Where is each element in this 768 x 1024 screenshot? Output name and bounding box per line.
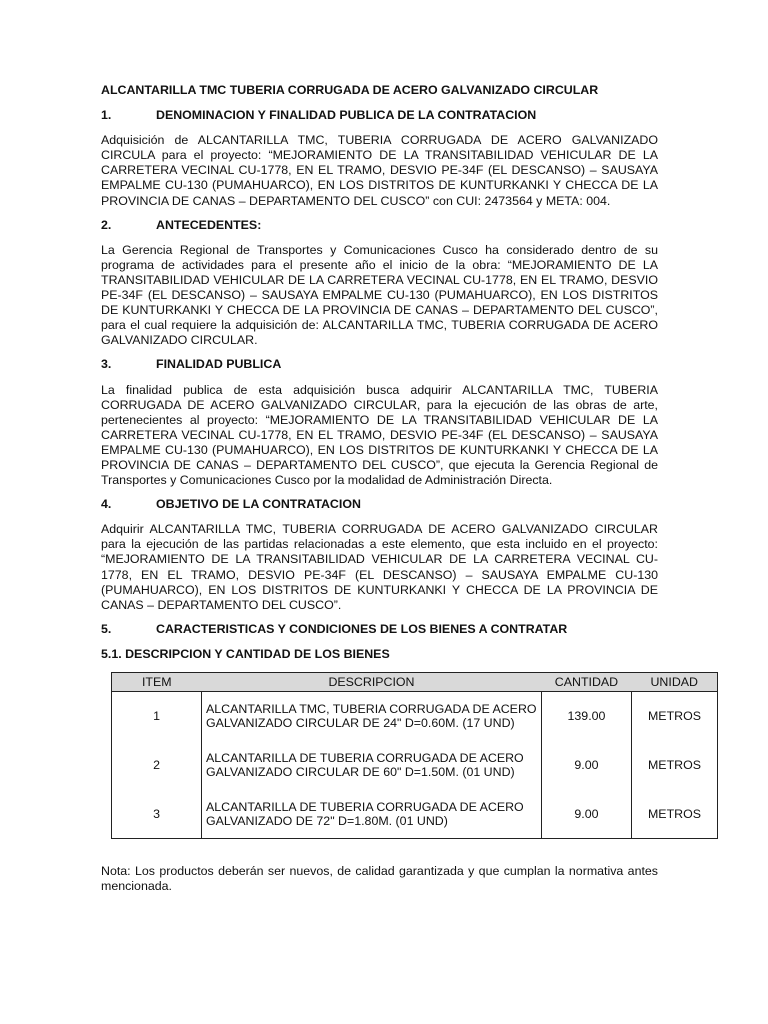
section-1-heading xyxy=(101,108,658,123)
section-1-title: DENOMINACION Y FINALIDAD PUBLICA DE LA CONTRATACION xyxy=(156,108,537,123)
section-2-paragraph: La Gerencia Regional de Transportes y Comunicaciones Cusco ha considerado dentro de su programa de actividades para el presente año el inicio de la obra: “MEJORAMIENTO DE LA TRANSITABILIDAD VEHICULAR DE LA CARRETERA VECINAL CU-1778, EN EL TRAMO, DESVIO PE-34F (EL DESCANSO) – SAUSAYA EMPALME CU-130 (PUMAHUARCO), EN LOS DISTRITOS DE KUNTURKANKI Y CHECCA DE LA PROVINCIA DE CANAS – DEPARTAMENTO DEL CUSCO”, para el cual requiere la adquisición de: ALCANTARILLA TMC, TUBERIA CORRUGADA DE ACERO GALVANIZADO CIRCULAR. xyxy=(101,242,658,348)
cell-description: ALCANTARILLA DE TUBERIA CORRUGADA DE ACERO GALVANIZADO CIRCULAR DE 60" D=1.50M. (01 UND) xyxy=(202,740,542,790)
cell-item: 3 xyxy=(112,790,202,839)
cell-quantity: 139.00 xyxy=(541,692,631,741)
section-3-number: 3. xyxy=(101,357,112,372)
cell-description: ALCANTARILLA TMC, TUBERIA CORRUGADA DE ACERO GALVANIZADO CIRCULAR DE 24" D=0.60M. (17 UND) xyxy=(202,692,542,741)
header-description: DESCRIPCION xyxy=(202,673,542,692)
section-3-heading xyxy=(101,357,658,372)
section-5-number: 5. xyxy=(101,621,112,636)
cell-unit: METROS xyxy=(631,740,717,790)
table-row xyxy=(112,790,718,839)
subsection-5-1-heading: 5.1. DESCRIPCION Y CANTIDAD DE LOS BIENES xyxy=(101,646,390,661)
section-2-number: 2. xyxy=(101,217,112,232)
section-2-title: ANTECEDENTES: xyxy=(156,217,262,232)
document-page xyxy=(101,83,701,894)
cell-description: ALCANTARILLA DE TUBERIA CORRUGADA DE ACERO GALVANIZADO DE 72" D=1.80M. (01 UND) xyxy=(202,790,542,839)
cell-item: 2 xyxy=(112,740,202,790)
section-5-title: CARACTERISTICAS Y CONDICIONES DE LOS BIENES A CONTRATAR xyxy=(156,621,568,636)
note-paragraph: Nota: Los productos deberán ser nuevos, de calidad garantizada y que cumplan la normativa antes mencionada. xyxy=(101,864,658,894)
section-3-paragraph: La finalidad publica de esta adquisición busca adquirir ALCANTARILLA TMC, TUBERIA CORRUGADA DE ACERO GALVANIZADO CIRCULAR, para la ejecución de las obras de arte, pertenecientes al proyecto: “MEJORAMIENTO DE LA TRANSITABILIDAD VEHICULAR DE LA CARRETERA VECINAL CU-1778, EN EL TRAMO, DESVIO PE-34F (EL DESCANSO) – SAUSAYA EMPALME CU-130 (PUMAHUARCO), EN LOS DISTRITOS DE KUNTURKANKI Y CHECCA DE LA PROVINCIA DE CANAS – DEPARTAMENTO DEL CUSCO”, que ejecuta la Gerencia Regional de Transportes y Comunicaciones Cusco por la modalidad de Administración Directa. xyxy=(101,382,658,488)
goods-table xyxy=(111,672,718,839)
table-row xyxy=(112,740,718,790)
cell-quantity: 9.00 xyxy=(541,790,631,839)
section-2-heading xyxy=(101,218,658,233)
header-item: ITEM xyxy=(112,673,202,692)
section-4-title: OBJETIVO DE LA CONTRATACION xyxy=(156,497,361,512)
section-4-heading xyxy=(101,497,658,512)
cell-quantity: 9.00 xyxy=(541,740,631,790)
section-1-number: 1. xyxy=(101,108,112,123)
section-5-heading xyxy=(101,622,658,637)
cell-unit: METROS xyxy=(631,692,717,741)
header-unit: UNIDAD xyxy=(631,673,717,692)
section-1-paragraph: Adquisición de ALCANTARILLA TMC, TUBERIA CORRUGADA DE ACERO GALVANIZADO CIRCULA para el proyecto: “MEJORAMIENTO DE LA TRANSITABILIDAD VEHICULAR DE LA CARRETERA VECINAL CU-1778, EN EL TRAMO, DESVIO PE-34F (EL DESCANSO) – SAUSAYA EMPALME CU-130 (PUMAHUARCO), EN LOS DISTRITOS DE KUNTURKANKI Y CHECCA DE LA PROVINCIA DE CANAS – DEPARTAMENTO DEL CUSCO” con CUI: 2473564 y META: 004. xyxy=(101,133,658,208)
cell-unit: METROS xyxy=(631,790,717,839)
section-4-paragraph: Adquirir ALCANTARILLA TMC, TUBERIA CORRUGADA DE ACERO GALVANIZADO CIRCULAR para la ejecución de las partidas relacionadas a este elemento, que esta incluido en el proyecto: “MEJORAMIENTO DE LA TRANSITABILIDAD VEHICULAR DE LA CARRETERA VECINAL CU-1778, EN EL TRAMO, DESVIO PE-34F (EL DESCANSO) – SAUSAYA EMPALME CU-130 (PUMAHUARCO), EN LOS DISTRITOS DE KUNTURKANKI Y CHECCA DE LA PROVINCIA DE CANAS – DEPARTAMENTO DEL CUSCO”. xyxy=(101,522,658,612)
document-title: ALCANTARILLA TMC TUBERIA CORRUGADA DE ACERO GALVANIZADO CIRCULAR xyxy=(101,83,599,97)
table-header-row xyxy=(112,673,718,692)
table-row xyxy=(112,692,718,741)
section-3-title: FINALIDAD PUBLICA xyxy=(156,357,282,372)
section-4-number: 4. xyxy=(101,497,112,512)
header-quantity: CANTIDAD xyxy=(541,673,631,692)
cell-item: 1 xyxy=(112,692,202,741)
